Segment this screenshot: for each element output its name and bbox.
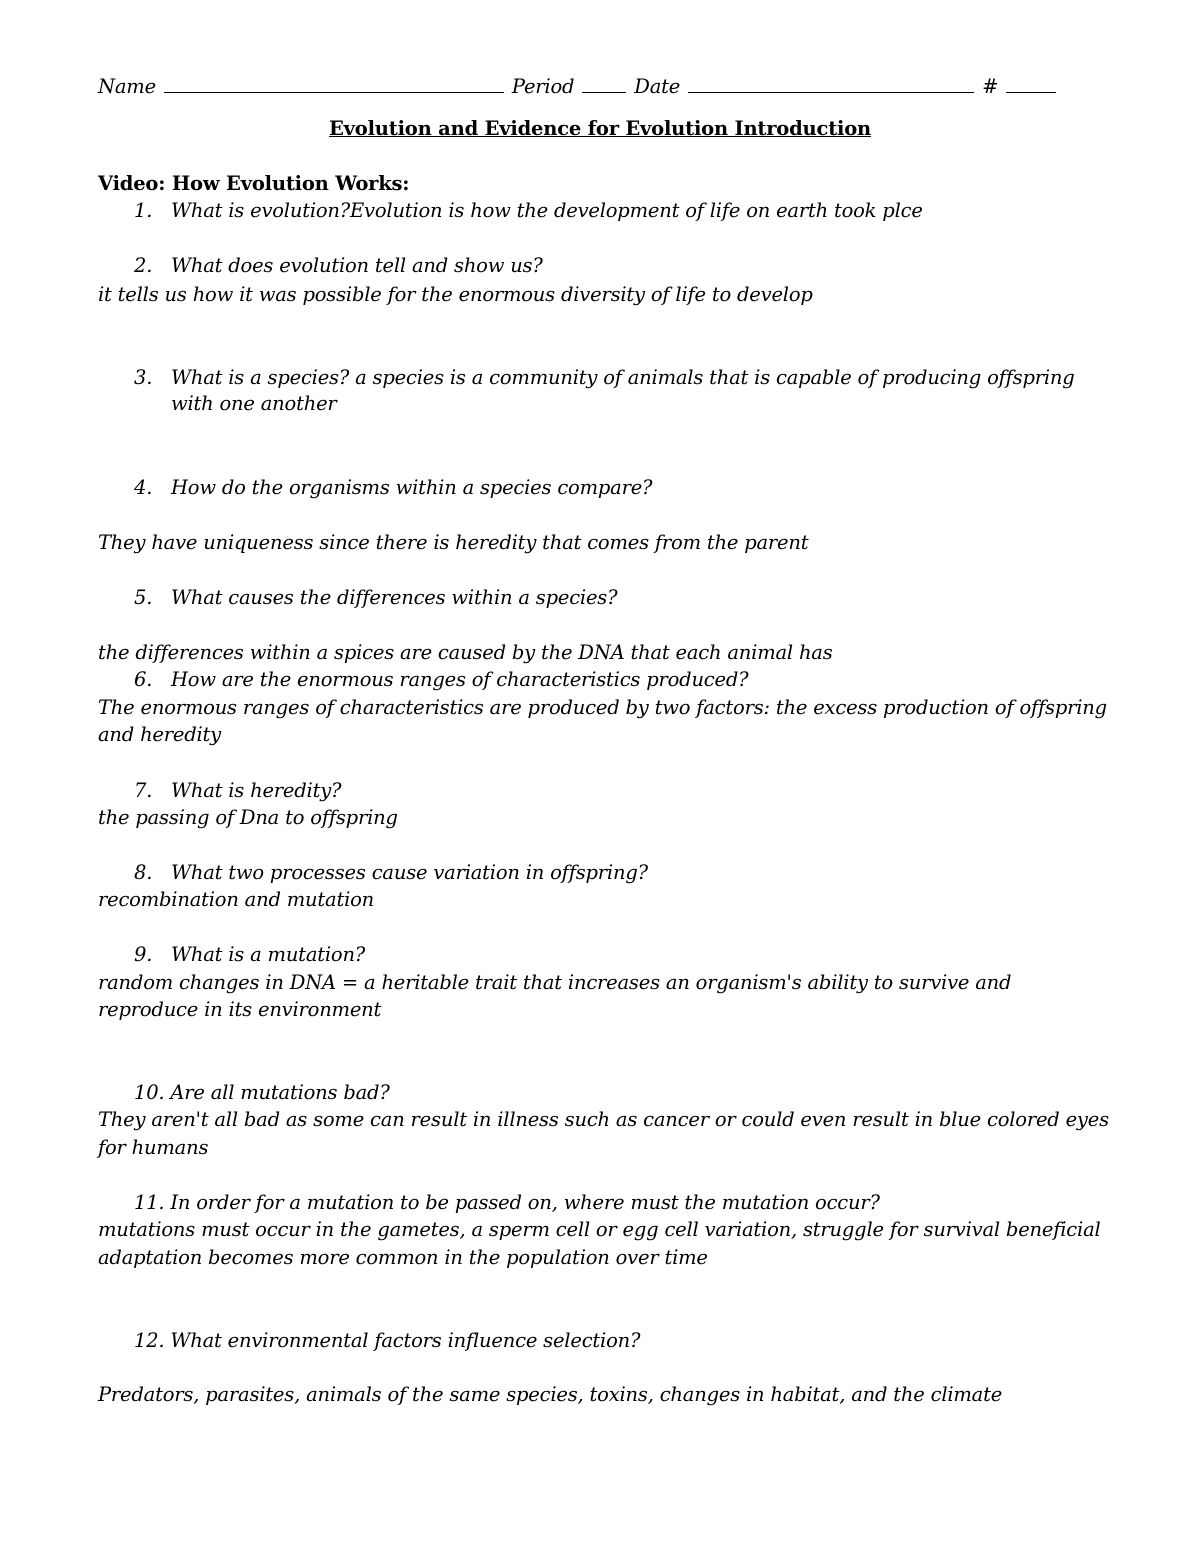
- answer-2: it tells us how it was possible for the enormous diversity of life to develop: [98, 283, 813, 306]
- answer-9-continued: reproduce in its environment: [98, 998, 382, 1021]
- answer-8: recombination and mutation: [98, 888, 375, 911]
- question-3: [134, 365, 1075, 391]
- question-text: What does evolution tell and show us?: [171, 254, 543, 277]
- question-6: [134, 667, 748, 693]
- question-2: [134, 253, 543, 279]
- answer-10: They aren't all bad as some can result in illness such as cancer or could even result in blue colored eyes: [98, 1108, 1109, 1131]
- question-8: [134, 860, 648, 886]
- question-text: What two processes cause variation in offspring?: [171, 861, 648, 884]
- question-3-continued: with one another: [171, 392, 337, 415]
- question-10: 10. Are all mutations bad?: [134, 1081, 390, 1104]
- answer-4: They have uniqueness since there is heredity that comes from the parent: [98, 531, 809, 554]
- section-heading: Video: How Evolution Works:: [98, 172, 410, 195]
- question-number: 5.: [134, 586, 153, 609]
- header-line: [98, 74, 1058, 100]
- name-blank: [164, 74, 504, 93]
- answer-5: the differences within a spices are caused by the DNA that each animal has: [98, 641, 833, 664]
- question-12: 12. What environmental factors influence selection?: [134, 1329, 641, 1352]
- period-label: Period: [511, 75, 575, 98]
- question-number: 2.: [134, 254, 153, 277]
- question-number: 8.: [134, 861, 153, 884]
- question-5: [134, 585, 617, 611]
- answer-6-continued: and heredity: [98, 723, 221, 746]
- question-text: How do the organisms within a species compare?: [171, 476, 653, 499]
- answer-6: The enormous ranges of characteristics are produced by two factors: the excess production of offspring: [98, 696, 1107, 719]
- question-text: What is heredity?: [171, 779, 342, 802]
- question-11: 11. In order for a mutation to be passed on, where must the mutation occur?: [134, 1191, 880, 1214]
- question-4: [134, 475, 652, 501]
- answer-11-continued: adaptation becomes more common in the population over time: [98, 1246, 708, 1269]
- question-number: 3.: [134, 366, 153, 389]
- number-blank: [1006, 74, 1056, 93]
- name-label: Name: [98, 75, 156, 98]
- question-7: [134, 778, 341, 804]
- question-number: 6.: [134, 668, 153, 691]
- question-1: [134, 198, 923, 224]
- question-text: What is a mutation?: [171, 943, 366, 966]
- question-text: What is evolution?Evolution is how the development of life on earth took plce: [171, 199, 923, 222]
- number-label: #: [982, 75, 999, 98]
- question-text: How are the enormous ranges of characteristics produced?: [171, 668, 749, 691]
- answer-10-continued: for humans: [98, 1136, 209, 1159]
- question-number: 9.: [134, 943, 153, 966]
- question-text: What causes the differences within a species?: [171, 586, 618, 609]
- answer-7: the passing of Dna to offspring: [98, 806, 398, 829]
- question-number: 4.: [134, 476, 153, 499]
- question-text: What is a species? a species is a community of animals that is capable of producing offspring: [171, 366, 1075, 389]
- date-label: Date: [634, 75, 681, 98]
- answer-11: mutations must occur in the gametes, a sperm cell or egg cell variation, struggle for survival beneficial: [98, 1218, 1101, 1241]
- period-blank: [582, 74, 626, 93]
- question-number: 1.: [134, 199, 153, 222]
- answer-9: random changes in DNA = a heritable trait that increases an organism's ability to survive and: [98, 971, 1012, 994]
- question-number: 7.: [134, 779, 153, 802]
- date-blank: [688, 74, 974, 93]
- answer-12: Predators, parasites, animals of the same species, toxins, changes in habitat, and the climate: [98, 1383, 1003, 1406]
- question-9: [134, 942, 365, 968]
- page-title: Evolution and Evidence for Evolution Introduction: [329, 117, 871, 140]
